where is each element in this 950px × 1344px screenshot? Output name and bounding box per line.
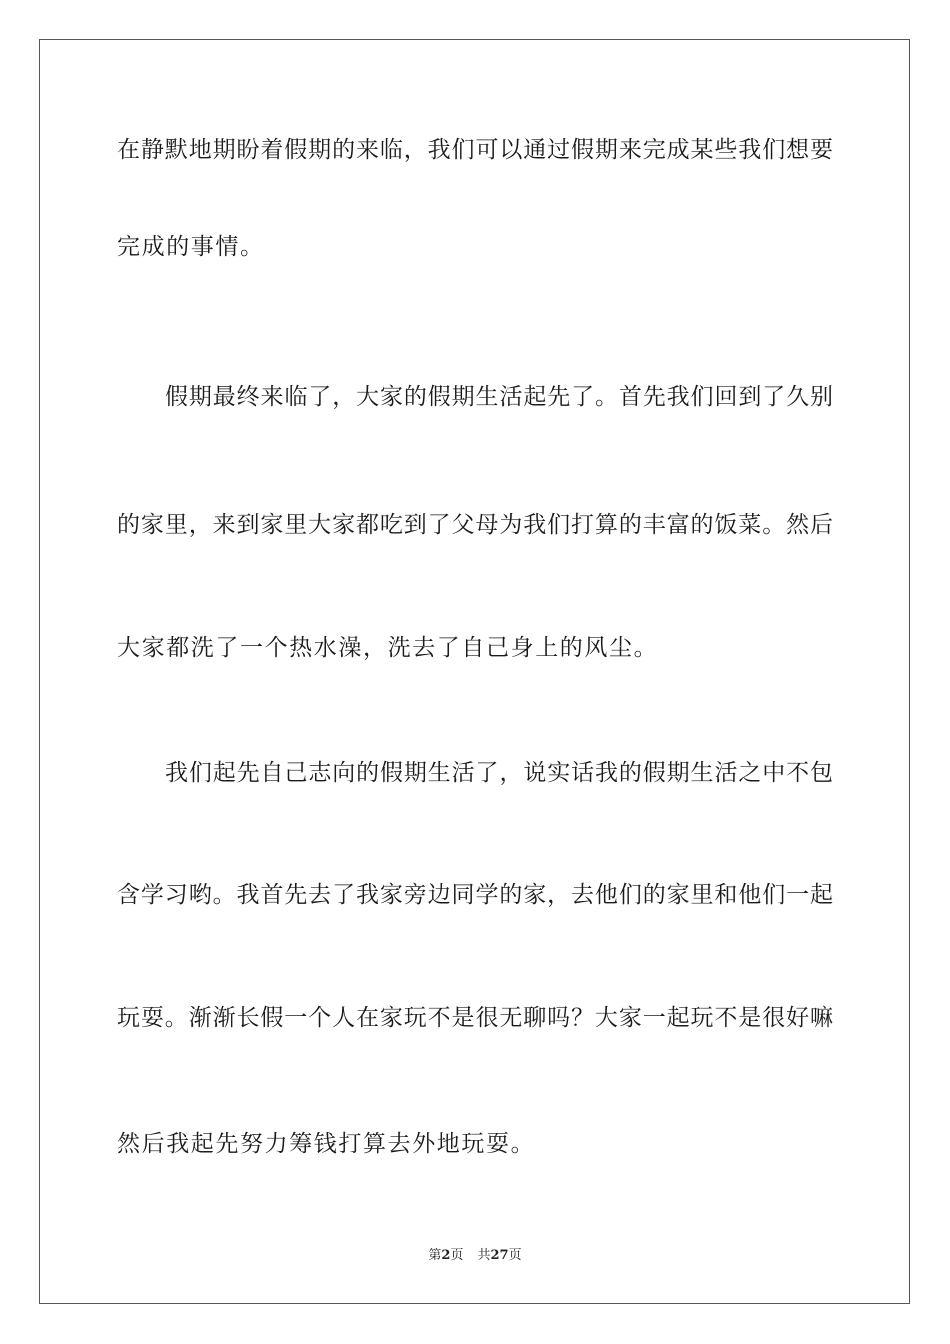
paragraph-line: 假期最终来临了，大家的假期生活起先了。首先我们回到了久别 bbox=[165, 384, 833, 410]
paragraph-line: 完成的事情。 bbox=[117, 234, 265, 260]
page-total-count: 27 bbox=[490, 1248, 509, 1263]
paragraph-line: 大家都洗了一个热水澡，洗去了自己身上的风尘。 bbox=[117, 635, 659, 661]
paragraph-line: 我们起先自己志向的假期生活了，说实话我的假期生活之中不包 bbox=[165, 760, 833, 786]
page-total-prefix: 共 bbox=[477, 1248, 491, 1263]
paragraph-line: 在静默地期盼着假期的来临，我们可以通过假期来完成某些我们想要 bbox=[117, 137, 833, 163]
page-number-unit: 页 bbox=[450, 1248, 464, 1263]
page-number-current: 2 bbox=[441, 1248, 451, 1263]
paragraph-line: 含学习哟。我首先去了我家旁边同学的家，去他们的家里和他们一起 bbox=[117, 882, 833, 908]
page-footer bbox=[0, 1247, 950, 1265]
page-border bbox=[39, 39, 910, 1304]
paragraph-line: 玩耍。渐渐长假一个人在家玩不是很无聊吗？大家一起玩不是很好嘛 bbox=[117, 1005, 833, 1031]
page-number-prefix: 第 bbox=[428, 1248, 442, 1263]
paragraph-line: 的家里，来到家里大家都吃到了父母为我们打算的丰富的饭菜。然后 bbox=[117, 512, 833, 538]
page-total-unit: 页 bbox=[508, 1248, 522, 1263]
paragraph-line: 然后我起先努力筹钱打算去外地玩耍。 bbox=[117, 1131, 536, 1157]
